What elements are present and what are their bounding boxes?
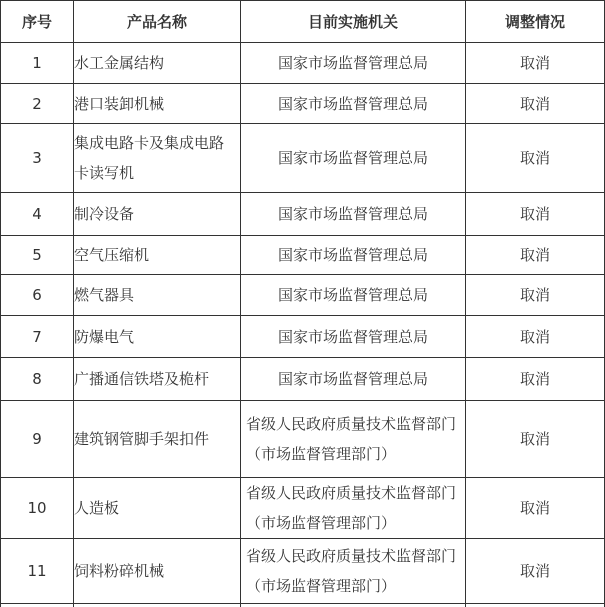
cell-serial: 2 <box>1 84 74 124</box>
cell-serial: 4 <box>1 193 74 236</box>
cell-product <box>74 316 241 358</box>
cell-agency <box>241 358 466 401</box>
product-line: 人造板 <box>74 499 120 517</box>
cell-status: 取消 <box>466 275 605 316</box>
agency-line: 国家市场监督管理总局 <box>277 54 428 72</box>
cell-serial: 3 <box>1 124 74 193</box>
agency-line: 国家市场监督管理总局 <box>277 205 428 223</box>
product-line: 空气压缩机 <box>74 246 150 264</box>
table-row <box>1 43 605 84</box>
product-line: 卡读写机 <box>74 164 135 182</box>
agency-line: 国家市场监督管理总局 <box>277 286 428 304</box>
cell-product <box>74 124 241 193</box>
product-line: 水工金属结构 <box>74 54 165 72</box>
cell-serial: 8 <box>1 358 74 401</box>
table-row <box>1 316 605 358</box>
column-header-status: 调整情况 <box>466 1 605 43</box>
table-row <box>1 478 605 539</box>
cell-agency <box>241 236 466 275</box>
cell-agency <box>241 539 466 604</box>
cell-status: 取消 <box>466 43 605 84</box>
cell-status: 取消 <box>466 84 605 124</box>
cell-serial: 11 <box>1 539 74 604</box>
cell-status: 取消 <box>466 478 605 539</box>
cell-product <box>74 43 241 84</box>
agency-line: 国家市场监督管理总局 <box>277 149 428 167</box>
agency-line: （市场监督管理部门） <box>246 445 397 463</box>
cell-product <box>74 539 241 604</box>
table-row <box>1 84 605 124</box>
agency-line: 省级人民政府质量技术监督部门 <box>246 415 457 433</box>
table-header-row <box>1 1 605 43</box>
cell-status: 取消 <box>466 401 605 478</box>
cell-product <box>74 478 241 539</box>
cell-serial: 7 <box>1 316 74 358</box>
cell-status: 取消 <box>466 193 605 236</box>
table-row-partial <box>1 604 605 607</box>
cell-agency <box>241 124 466 193</box>
cell-serial: 6 <box>1 275 74 316</box>
product-line: 饲料粉碎机械 <box>74 562 165 580</box>
product-line: 防爆电气 <box>74 327 135 346</box>
cell-status: 取消 <box>466 539 605 604</box>
cell-serial: 9 <box>1 401 74 478</box>
agency-line: 国家市场监督管理总局 <box>277 246 428 264</box>
cell-product <box>74 193 241 236</box>
product-line: 制冷设备 <box>74 205 135 223</box>
agency-line: 国家市场监督管理总局 <box>277 94 428 113</box>
cell-serial: 1 <box>1 43 74 84</box>
cell-empty <box>466 604 605 607</box>
cell-agency <box>241 84 466 124</box>
column-header-serial: 序号 <box>1 1 74 43</box>
cell-serial: 10 <box>1 478 74 539</box>
cell-agency <box>241 193 466 236</box>
product-line: 广播通信铁塔及桅杆 <box>74 370 210 388</box>
table-row <box>1 358 605 401</box>
cell-agency <box>241 316 466 358</box>
column-header-product: 产品名称 <box>74 1 241 43</box>
table-row <box>1 275 605 316</box>
product-line: 建筑钢管脚手架扣件 <box>74 430 210 448</box>
product-line: 港口装卸机械 <box>74 94 165 113</box>
cell-product <box>74 84 241 124</box>
cell-agency <box>241 43 466 84</box>
cell-empty <box>1 604 74 607</box>
agency-line: 国家市场监督管理总局 <box>277 327 428 346</box>
cell-agency <box>241 275 466 316</box>
table-row <box>1 401 605 478</box>
cell-product <box>74 358 241 401</box>
cell-empty <box>241 604 466 607</box>
cell-agency <box>241 478 466 539</box>
cell-product <box>74 236 241 275</box>
cell-status: 取消 <box>466 236 605 275</box>
cell-product <box>74 401 241 478</box>
agency-line: 省级人民政府质量技术监督部门 <box>246 547 457 565</box>
table-row <box>1 236 605 275</box>
cell-status: 取消 <box>466 124 605 193</box>
cell-status: 取消 <box>466 358 605 401</box>
table-row <box>1 124 605 193</box>
agency-line: 国家市场监督管理总局 <box>277 370 428 388</box>
cell-agency <box>241 401 466 478</box>
table-row <box>1 193 605 236</box>
product-line: 燃气器具 <box>74 286 135 304</box>
column-header-agency: 目前实施机关 <box>241 1 466 43</box>
agency-line: （市场监督管理部门） <box>246 577 397 595</box>
product-line: 集成电路卡及集成电路 <box>74 134 225 152</box>
cell-serial: 5 <box>1 236 74 275</box>
table-row <box>1 539 605 604</box>
cell-status: 取消 <box>466 316 605 358</box>
cell-empty <box>74 604 241 607</box>
cell-product <box>74 275 241 316</box>
agency-line: （市场监督管理部门） <box>246 514 397 532</box>
agency-line: 省级人民政府质量技术监督部门 <box>246 484 457 502</box>
